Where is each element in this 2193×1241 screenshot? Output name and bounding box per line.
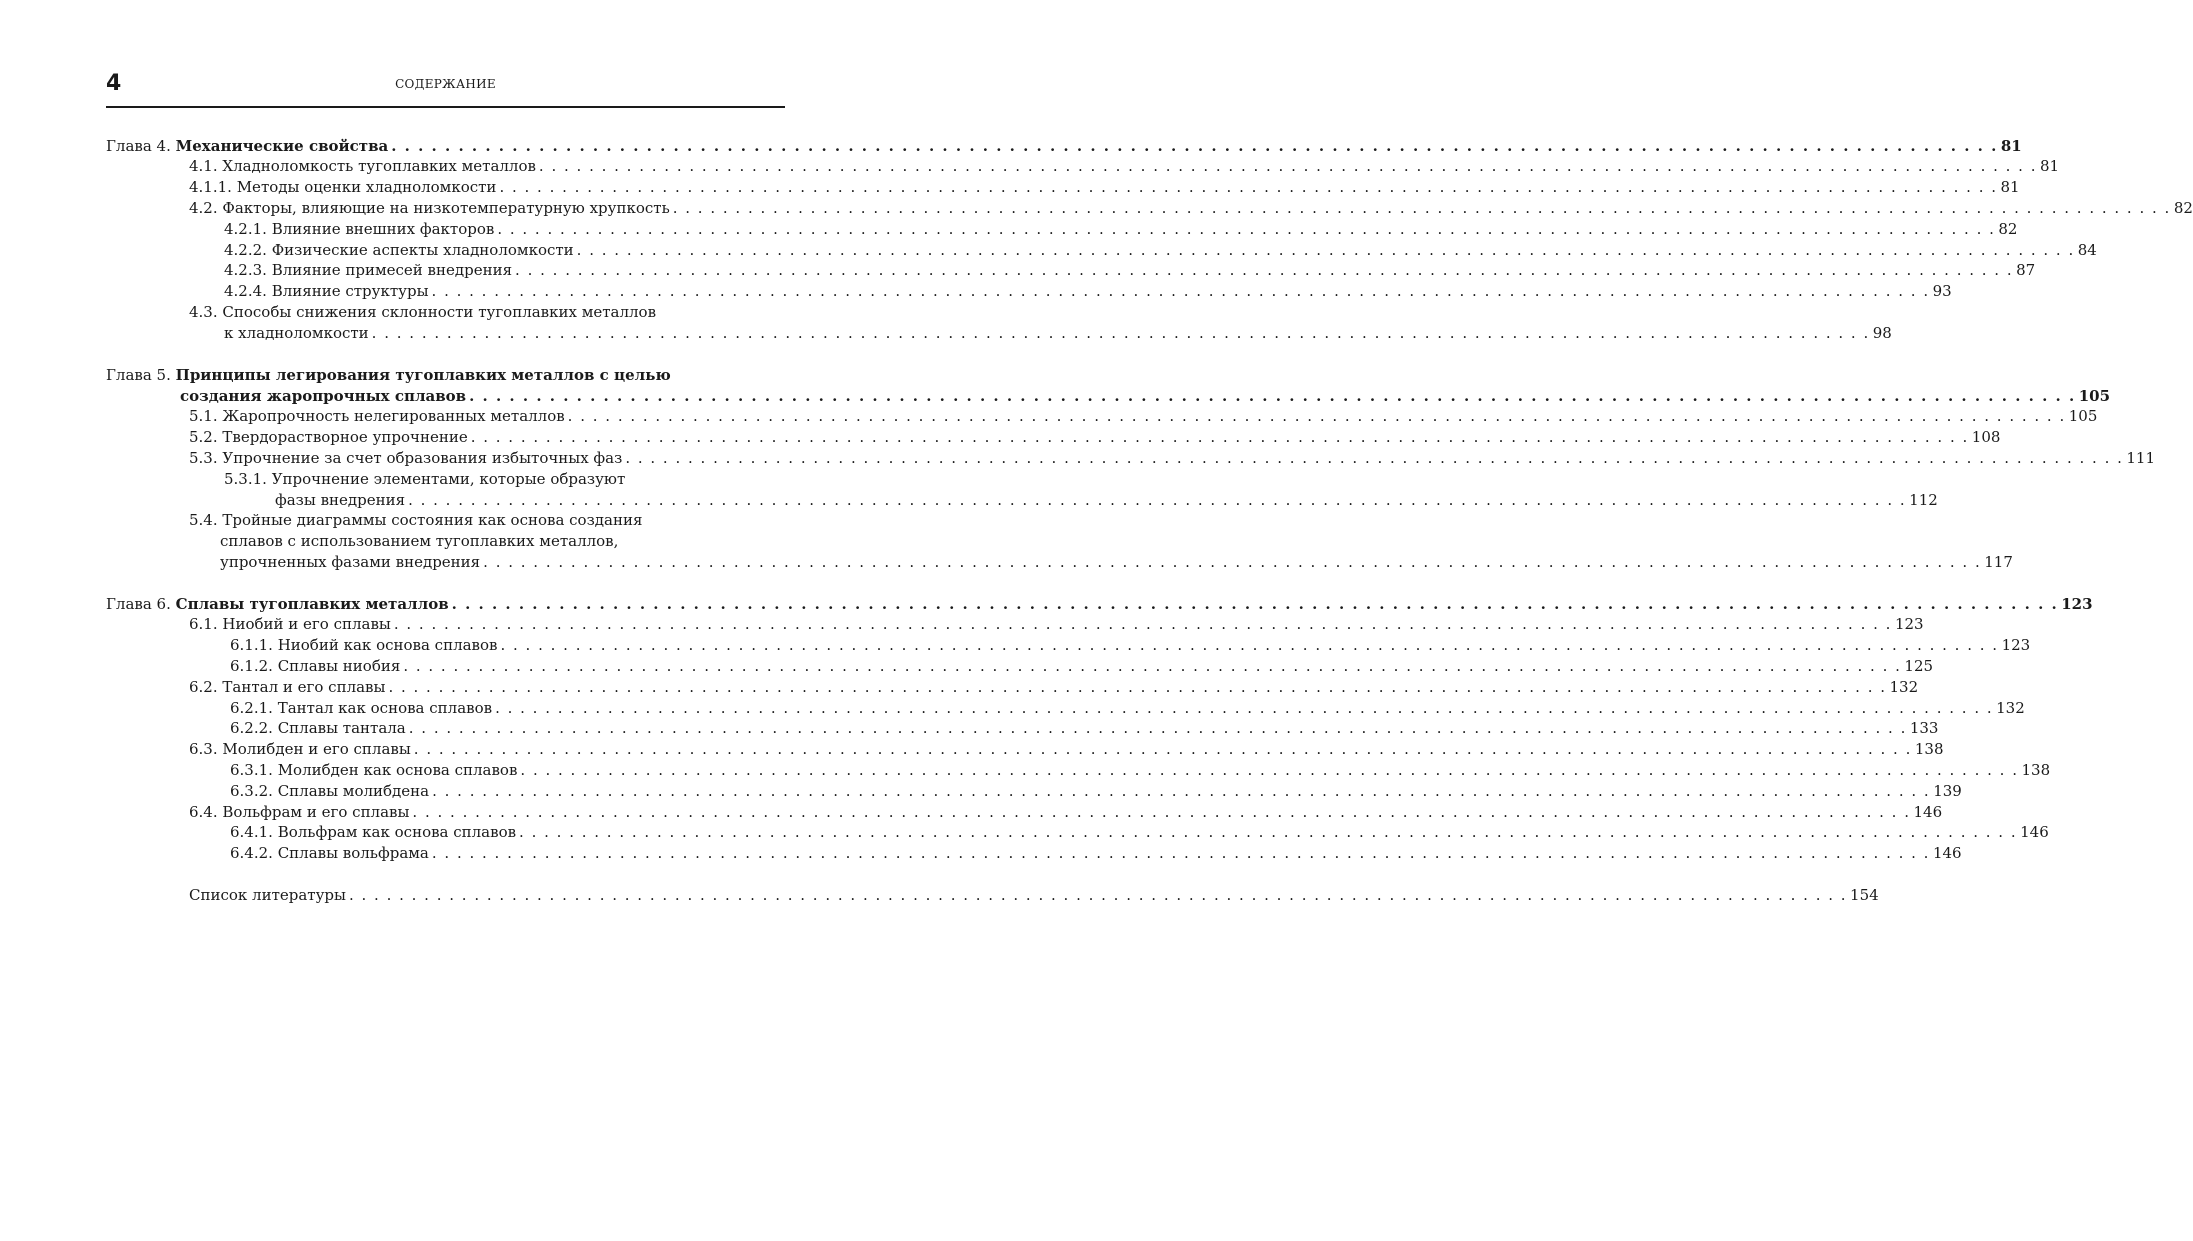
dot-leader: . . . . . . . . . . . . . . . . . . . . . . . . . . . . . . . . . . . . . . . . . . . . . . . . . . . . . . . . . . . . . . . . . . . . . . . . . . . . . . . . . . . . . . . . . . . . . . . . . . . . . . . . . . . . . . . . . . . . . . . . <box>499 178 1998 196</box>
toc-entry-text: 5.1. Жаропрочность нелегированных металлов <box>189 407 565 425</box>
page-ref: 87 <box>2016 261 2036 279</box>
toc-entry-title <box>230 843 429 863</box>
page-ref: 81 <box>2040 157 2060 175</box>
dot-leader: . . . . . . . . . . . . . . . . . . . . . . . . . . . . . . . . . . . . . . . . . . . . . . . . . . . . . . . . . . . . . . . . . . . . . . . . . . . . . . . . . . . . . . . . . . . . . . . . . . . . . . . . . . . . . . . . . . . . . . . . <box>431 844 1930 862</box>
toc-entry-text: 6.4.1. Вольфрам как основа сплавов <box>230 823 517 841</box>
toc-entry <box>224 469 625 489</box>
toc-entry <box>220 531 618 551</box>
toc-entry-text: 5.2. Твердорастворное упрочнение <box>189 428 468 446</box>
dot-leader: . . . . . . . . . . . . . . . . . . . . . . . . . . . . . . . . . . . . . . . . . . . . . . . . . . . . . . . . . . . . . . . . . . . . . . . . . . . . . . . . . . . . . . . . . . . . . . . . . . . . . . . . . . . . . . . . . . . . . . . . <box>497 220 1996 238</box>
toc-entry-text: 4.3. Способы снижения склонности тугоплавких металлов <box>189 303 657 321</box>
page-ref: 117 <box>1984 553 2013 571</box>
toc-entry-text: сплавов с использованием тугоплавких металлов, <box>220 532 619 550</box>
toc-entry-text: Сплавы тугоплавких металлов <box>175 595 449 613</box>
toc-entry-title <box>224 219 494 239</box>
dot-leader: . . . . . . . . . . . . . . . . . . . . . . . . . . . . . . . . . . . . . . . . . . . . . . . . . . . . . . . . . . . . . . . . . . . . . . . . . . . . . . . . . . . . . . . . . . . . . . . . . . . . . . . . . . . . . . . . . . . . . . . . <box>413 740 1912 758</box>
toc-entry-title <box>230 781 429 801</box>
dot-leader: . . . . . . . . . . . . . . . . . . . . . . . . . . . . . . . . . . . . . . . . . . . . . . . . . . . . . . . . . . . . . . . . . . . . . . . . . . . . . . . . . . . . . . . . . . . . . . . . . . . . . . . . . . . . . . . . . . . . . . . . <box>495 699 1994 717</box>
toc-entry-title <box>230 760 517 780</box>
dot-leader: . . . . . . . . . . . . . . . . . . . . . . . . . . . . . . . . . . . . . . . . . . . . . . . . . . . . . . . . . . . . . . . . . . . . . . . . . . . . . . . . . . . . . . . . . . . . . . . . . . . . . . . . . . . . . . . . . . . . . . . . <box>520 761 2019 779</box>
page-ref: 139 <box>1933 782 1962 800</box>
toc-entry-text: 4.2.1. Влияние внешних факторов <box>224 220 495 238</box>
toc-entry-text: 6.4.2. Сплавы вольфрама <box>230 844 429 862</box>
dot-leader: . . . . . . . . . . . . . . . . . . . . . . . . . . . . . . . . . . . . . . . . . . . . . . . . . . . . . . . . . . . . . . . . . . . . . . . . . . . . . . . . . . . . . . . . . . . . . . . . . . . . . . . . . . . . . . . . . . . . . . . . <box>576 241 2075 259</box>
toc-entry-text: 5.3.1. Упрочнение элементами, которые образуют <box>224 470 626 488</box>
page-ref: 154 <box>1850 886 1879 904</box>
toc-entry-text: 6.2.2. Сплавы тантала <box>230 719 406 737</box>
toc-entry <box>220 552 2013 572</box>
toc-entry <box>189 448 2156 468</box>
toc-entry <box>224 323 1892 343</box>
toc-entry-title <box>224 281 429 301</box>
dot-leader: . . . . . . . . . . . . . . . . . . . . . . . . . . . . . . . . . . . . . . . . . . . . . . . . . . . . . . . . . . . . . . . . . . . . . . . . . . . . . . . . . . . . . . . . . . . . . . . . . . . . . . . . . . . . . . . . . . . . . . . . <box>538 157 2037 175</box>
toc-entry <box>180 386 2111 406</box>
dot-leader: . . . . . . . . . . . . . . . . . . . . . . . . . . . . . . . . . . . . . . . . . . . . . . . . . . . . . . . . . . . . . . . . . . . . . . . . . . . . . . . . . . . . . . . . . . . . . . . . . . . . . . . . . . . . . . . . . . . . . . . . <box>371 324 1870 342</box>
toc-entry-title <box>180 386 466 406</box>
toc-entry-title <box>189 802 409 822</box>
toc-entry-title <box>106 365 671 385</box>
toc-entry <box>224 281 1952 301</box>
page-ref: 123 <box>1894 615 1924 633</box>
dot-leader: . . . . . . . . . . . . . . . . . . . . . . . . . . . . . . . . . . . . . . . . . . . . . . . . . . . . . . . . . . . . . . . . . . . . . . . . . . . . . . . . . . . . . . . . . . . . . . . . . . . . . . . . . . . . . . . . . . . . . . . . <box>672 199 2171 217</box>
dot-leader: . . . . . . . . . . . . . . . . . . . . . . . . . . . . . . . . . . . . . . . . . . . . . . . . . . . . . . . . . . . . . . . . . . . . . . . . . . . . . . . . . . . . . . . . . . . . . . . . . . . . . . . . . . . . . . . . . . . . . . . . <box>408 719 1907 737</box>
page-ref: 111 <box>2126 449 2156 467</box>
toc-entry-title <box>230 635 497 655</box>
dot-leader: . . . . . . . . . . . . . . . . . . . . . . . . . . . . . . . . . . . . . . . . . . . . . . . . . . . . . . . . . . . . . . . . . . . . . . . . . . . . . . . . . . . . . . . . . . . . . . . . . . . . . . . . . . . . . . . . . . . . . . . . <box>451 595 2059 613</box>
toc-entry-title <box>224 260 512 280</box>
toc-entry <box>189 677 1919 697</box>
page-ref: 84 <box>2077 241 2097 259</box>
page-ref: 81 <box>2000 137 2022 155</box>
page-ref: 146 <box>1932 844 1962 862</box>
toc-entry <box>230 698 2025 718</box>
chapter-label: Глава 6. <box>106 595 171 613</box>
toc-entry-text: к хладноломкости <box>224 324 369 342</box>
toc-entry-text: 6.2. Тантал и его сплавы <box>189 678 386 696</box>
toc-entry <box>230 822 2049 842</box>
toc-entry <box>224 260 2036 280</box>
page-ref: 123 <box>2061 595 2093 613</box>
toc-entry <box>189 510 642 530</box>
page-ref: 82 <box>1998 220 2018 238</box>
chapter-label: Глава 4. <box>106 137 171 155</box>
page-ref: 132 <box>1996 699 2025 717</box>
toc-entry-text: 6.2.1. Тантал как основа сплавов <box>230 699 493 717</box>
toc-entry <box>189 156 2060 176</box>
toc-entry <box>230 635 2031 655</box>
toc-entry <box>230 760 2051 780</box>
toc-entry-text: 4.2.2. Физические аспекты хладноломкости <box>224 241 574 259</box>
page-number: 4 <box>106 71 122 96</box>
toc-entry-title <box>230 718 406 738</box>
toc-entry-text: 6.3.1. Молибден как основа сплавов <box>230 761 518 779</box>
toc-entry-title <box>275 490 405 510</box>
toc-entry <box>189 427 2001 447</box>
page-ref: 105 <box>2078 387 2111 405</box>
toc-entry <box>189 802 1943 822</box>
toc-entry-title <box>224 240 574 260</box>
toc-entry-title <box>224 469 625 489</box>
toc-entry <box>189 302 656 322</box>
page-ref: 132 <box>1889 678 1919 696</box>
page-ref: 146 <box>2020 823 2049 841</box>
toc-entry-text: Список литературы <box>189 886 346 904</box>
dot-leader: . . . . . . . . . . . . . . . . . . . . . . . . . . . . . . . . . . . . . . . . . . . . . . . . . . . . . . . . . . . . . . . . . . . . . . . . . . . . . . . . . . . . . . . . . . . . . . . . . . . . . . . . . . . . . . . . . . . . . . . . <box>403 657 1902 675</box>
page-ref: 81 <box>2000 178 2020 196</box>
toc-entry-title <box>189 510 642 530</box>
toc-entry <box>275 490 1938 510</box>
page-ref: 133 <box>1909 719 1939 737</box>
page-ref: 138 <box>2021 761 2051 779</box>
dot-leader: . . . . . . . . . . . . . . . . . . . . . . . . . . . . . . . . . . . . . . . . . . . . . . . . . . . . . . . . . . . . . . . . . . . . . . . . . . . . . . . . . . . . . . . . . . . . . . . . . . . . . . . . . . . . . . . . . . . . . . . . <box>500 636 1999 654</box>
toc-entry <box>189 739 1944 759</box>
toc-entry-title <box>189 406 565 426</box>
page-ref: 125 <box>1904 657 1934 675</box>
dot-leader: . . . . . . . . . . . . . . . . . . . . . . . . . . . . . . . . . . . . . . . . . . . . . . . . . . . . . . . . . . . . . . . . . . . . . . . . . . . . . . . . . . . . . . . . . . . . . . . . . . . . . . . . . . . . . . . . . . . . . . . . <box>412 803 1911 821</box>
toc-entry-title <box>224 323 369 343</box>
toc-chapter-line <box>106 594 2093 614</box>
toc-chapter-line <box>106 136 2022 156</box>
dot-leader: . . . . . . . . . . . . . . . . . . . . . . . . . . . . . . . . . . . . . . . . . . . . . . . . . . . . . . . . . . . . . . . . . . . . . . . . . . . . . . . . . . . . . . . . . . . . . . . . . . . . . . . . . . . . . . . . . . . . . . . . <box>515 261 2014 279</box>
page-ref: 93 <box>1932 282 1952 300</box>
page-ref: 112 <box>1909 491 1938 509</box>
dot-leader: . . . . . . . . . . . . . . . . . . . . . . . . . . . . . . . . . . . . . . . . . . . . . . . . . . . . . . . . . . . . . . . . . . . . . . . . . . . . . . . . . . . . . . . . . . . . . . . . . . . . . . . . . . . . . . . . . . . . . . . . <box>567 407 2066 425</box>
toc-entry <box>230 781 1962 801</box>
toc-entry <box>230 656 1934 676</box>
dot-leader: . . . . . . . . . . . . . . . . . . . . . . . . . . . . . . . . . . . . . . . . . . . . . . . . . . . . . . . . . . . . . . . . . . . . . . . . . . . . . . . . . . . . . . . . . . . . . . . . . . . . . . . . . . . . . . . . . . . . . . . . <box>348 886 1848 904</box>
toc-entry-text: упрочненных фазами внедрения <box>220 553 481 571</box>
toc-entry <box>189 406 2098 426</box>
page-ref: 105 <box>2068 407 2098 425</box>
dot-leader: . . . . . . . . . . . . . . . . . . . . . . . . . . . . . . . . . . . . . . . . . . . . . . . . . . . . . . . . . . . . . . . . . . . . . . . . . . . . . . . . . . . . . . . . . . . . . . . . . . . . . . . . . . . . . . . . . . . . . . . . <box>408 491 1907 509</box>
toc-entry-title <box>189 156 536 176</box>
toc-entry-title <box>220 552 480 572</box>
toc-entry-text: создания жаропрочных сплавов <box>180 387 467 405</box>
toc-entry <box>189 198 2193 218</box>
toc-entry-text: 6.4. Вольфрам и его сплавы <box>189 803 410 821</box>
toc-entry-text: 4.2.3. Влияние примесей внедрения <box>224 261 513 279</box>
toc-entry <box>224 240 2097 260</box>
running-title: СОДЕРЖАНИЕ <box>395 77 496 91</box>
toc-entry <box>230 718 1939 738</box>
toc-entry-text: 6.3. Молибден и его сплавы <box>189 740 411 758</box>
page-ref: 82 <box>2173 199 2193 217</box>
toc-entry-title <box>189 177 496 197</box>
dot-leader: . . . . . . . . . . . . . . . . . . . . . . . . . . . . . . . . . . . . . . . . . . . . . . . . . . . . . . . . . . . . . . . . . . . . . . . . . . . . . . . . . . . . . . . . . . . . . . . . . . . . . . . . . . . . . . . . . . . . . . . . <box>483 553 1982 571</box>
toc-entry-text: 4.2.4. Влияние структуры <box>224 282 429 300</box>
toc-entry-text: 4.1.1. Методы оценки хладноломкости <box>189 178 497 196</box>
toc-entry <box>230 843 1962 863</box>
toc-entry-text: 6.1. Ниобий и его сплавы <box>189 615 391 633</box>
toc-entry-title <box>189 739 411 759</box>
toc-entry-title <box>189 302 656 322</box>
page-ref: 108 <box>1971 428 2001 446</box>
toc-entry-title <box>106 594 449 614</box>
dot-leader: . . . . . . . . . . . . . . . . . . . . . . . . . . . . . . . . . . . . . . . . . . . . . . . . . . . . . . . . . . . . . . . . . . . . . . . . . . . . . . . . . . . . . . . . . . . . . . . . . . . . . . . . . . . . . . . . . . . . . . . . <box>519 823 2018 841</box>
page-ref: 146 <box>1913 803 1943 821</box>
toc-entry-title <box>106 136 388 156</box>
chapter-label: Глава 5. <box>106 366 171 384</box>
toc-entry-text: 4.2. Факторы, влияющие на низкотемпературную хрупкость <box>189 199 670 217</box>
page-ref: 123 <box>2001 636 2031 654</box>
toc-entry-title <box>189 885 346 905</box>
toc-entry-title <box>220 531 618 551</box>
toc-entry-text: Механические свойства <box>175 137 389 155</box>
toc-entry <box>189 177 2020 197</box>
toc-chapter-line <box>106 365 671 385</box>
dot-leader: . . . . . . . . . . . . . . . . . . . . . . . . . . . . . . . . . . . . . . . . . . . . . . . . . . . . . . . . . . . . . . . . . . . . . . . . . . . . . . . . . . . . . . . . . . . . . . . . . . . . . . . . . . . . . . . . . . . . . . . . <box>393 615 1892 633</box>
toc-entry-title <box>189 677 385 697</box>
toc-entry-title <box>189 614 391 634</box>
page-ref: 98 <box>1872 324 1892 342</box>
dot-leader: . . . . . . . . . . . . . . . . . . . . . . . . . . . . . . . . . . . . . . . . . . . . . . . . . . . . . . . . . . . . . . . . . . . . . . . . . . . . . . . . . . . . . . . . . . . . . . . . . . . . . . . . . . . . . . . . . . . . . . . . <box>625 449 2124 467</box>
toc-entry-text: 5.3. Упрочнение за счет образования избыточных фаз <box>189 449 623 467</box>
toc-entry-text: 6.1.2. Сплавы ниобия <box>230 657 401 675</box>
toc-entry-text: 5.4. Тройные диаграммы состояния как основа создания <box>189 511 643 529</box>
toc-entry-title <box>189 198 670 218</box>
dot-leader: . . . . . . . . . . . . . . . . . . . . . . . . . . . . . . . . . . . . . . . . . . . . . . . . . . . . . . . . . . . . . . . . . . . . . . . . . . . . . . . . . . . . . . . . . . . . . . . . . . . . . . . . . . . . . . . . . . . . . . . . <box>388 678 1887 696</box>
toc-entry-text: 6.3.2. Сплавы молибдена <box>230 782 430 800</box>
toc-entry <box>224 219 2018 239</box>
dot-leader: . . . . . . . . . . . . . . . . . . . . . . . . . . . . . . . . . . . . . . . . . . . . . . . . . . . . . . . . . . . . . . . . . . . . . . . . . . . . . . . . . . . . . . . . . . . . . . . . . . . . . . . . . . . . . . . . . . . . . . . . <box>431 282 1930 300</box>
toc-entry-title <box>230 656 400 676</box>
page-ref: 138 <box>1914 740 1944 758</box>
toc-entry <box>189 885 1879 905</box>
dot-leader: . . . . . . . . . . . . . . . . . . . . . . . . . . . . . . . . . . . . . . . . . . . . . . . . . . . . . . . . . . . . . . . . . . . . . . . . . . . . . . . . . . . . . . . . . . . . . . . . . . . . . . . . . . . . . . . . . . . . . . . . <box>470 428 1969 446</box>
dot-leader: . . . . . . . . . . . . . . . . . . . . . . . . . . . . . . . . . . . . . . . . . . . . . . . . . . . . . . . . . . . . . . . . . . . . . . . . . . . . . . . . . . . . . . . . . . . . . . . . . . . . . . . . . . . . . . . . . . . . . . . . <box>469 387 2076 405</box>
dot-leader: . . . . . . . . . . . . . . . . . . . . . . . . . . . . . . . . . . . . . . . . . . . . . . . . . . . . . . . . . . . . . . . . . . . . . . . . . . . . . . . . . . . . . . . . . . . . . . . . . . . . . . . . . . . . . . . . . . . . . . . . <box>391 137 1998 155</box>
toc-entry-text: 4.1. Хладноломкость тугоплавких металлов <box>189 157 536 175</box>
toc-entry-title <box>230 698 492 718</box>
toc-entry <box>189 614 1924 634</box>
toc-entry-title <box>189 448 622 468</box>
toc-entry-text: Принципы легирования тугоплавких металлов с целью <box>175 366 671 384</box>
dot-leader: . . . . . . . . . . . . . . . . . . . . . . . . . . . . . . . . . . . . . . . . . . . . . . . . . . . . . . . . . . . . . . . . . . . . . . . . . . . . . . . . . . . . . . . . . . . . . . . . . . . . . . . . . . . . . . . . . . . . . . . . <box>432 782 1931 800</box>
toc-entry-title <box>230 822 516 842</box>
toc-entry-text: фазы внедрения <box>275 491 406 509</box>
toc-entry-title <box>189 427 468 447</box>
toc-entry-text: 6.1.1. Ниобий как основа сплавов <box>230 636 498 654</box>
